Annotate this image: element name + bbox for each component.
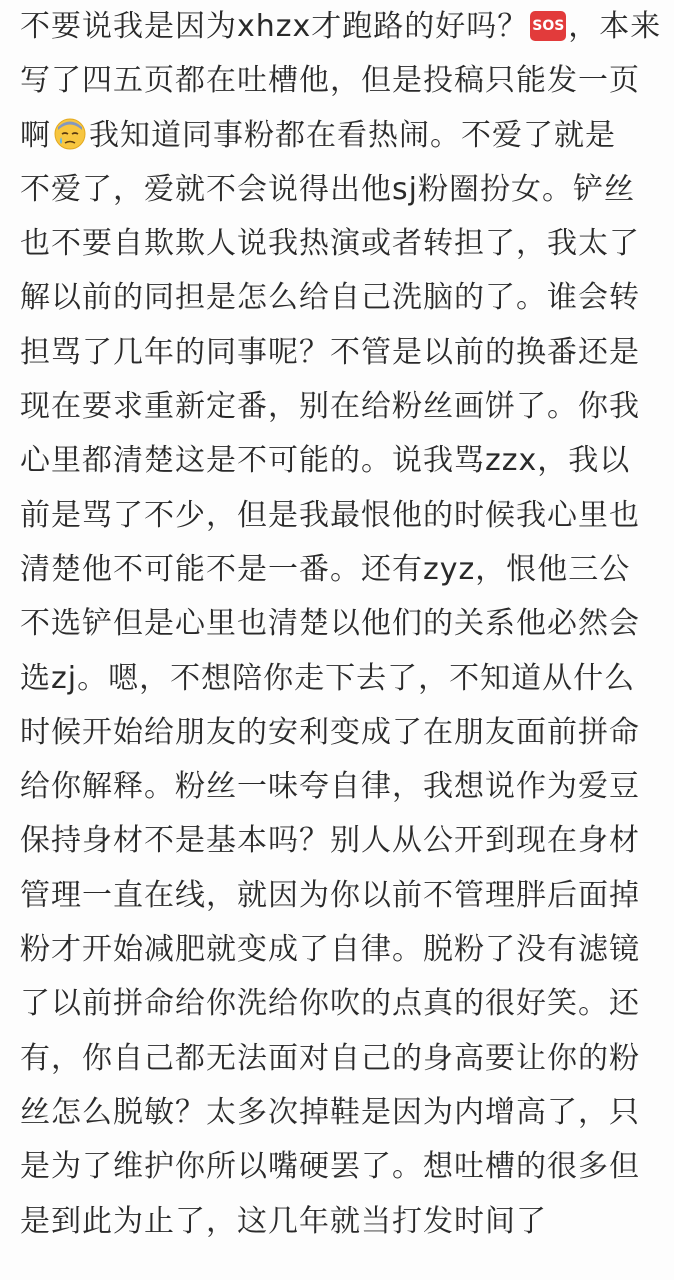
text-line-partial: 是到此为止了，这几年就当打发时间了 [20, 1203, 547, 1239]
text-line: 管理一直在线，就因为你以前不管理胖后面掉 [20, 877, 640, 913]
text-line: 心里都清楚这是不可能的。说我骂zzx，我以 [20, 443, 631, 479]
note-text-block [20, 6, 660, 1241]
text-segment: 不要说我是因为xhzx才跑路的好吗？ [20, 9, 529, 44]
text-line: 清楚他不可能不是一番。还有zyz，恨他三公 [20, 551, 631, 587]
text-line: 时候开始给朋友的安利变成了在朋友面前拼命 [20, 714, 640, 750]
text-line: 选zj。嗯，不想陪你走下去了，不知道从什么 [20, 660, 636, 696]
text-line [20, 6, 660, 60]
text-line: 不选铲但是心里也清楚以他们的关系他必然会 [20, 606, 640, 642]
text-line: 给你解释。粉丝一味夸自律，我想说作为爱豆 [20, 769, 640, 805]
text-line: 丝怎么脱敏？太多次掉鞋是因为内增高了，只 [20, 1094, 640, 1130]
text-line: 保持身材不是基本吗？别人从公开到现在身材 [20, 823, 640, 859]
text-line: 解以前的同担是怎么给自己洗脑的了。谁会转 [20, 280, 640, 316]
text-line: 现在要求重新定番，别在给粉丝画饼了。你我 [20, 389, 640, 425]
sweat-face-emoji-icon [53, 117, 87, 151]
text-line: 粉才开始减肥就变成了自律。脱粉了没有滤镜 [20, 932, 640, 968]
text-segment: 啊 [20, 117, 51, 153]
text-line: 写了四五页都在吐槽他，但是投稿只能发一页 [20, 63, 640, 99]
text-line: 有，你自己都无法面对自己的身高要让你的粉 [20, 1040, 640, 1076]
text-line: 也不要自欺欺人说我热演或者转担了，我太了 [20, 226, 640, 262]
text-line [20, 115, 660, 169]
text-segment: ，本来 [568, 9, 662, 44]
text-line: 前是骂了不少，但是我最恨他的时候我心里也 [20, 497, 640, 533]
text-segment: 我知道同事粉都在看热闹。不爱了就是 [89, 117, 616, 153]
text-line: 是为了维护你所以嘴硬罢了。想吐槽的很多但 [20, 1149, 640, 1185]
text-line: 担骂了几年的同事呢？不管是以前的换番还是 [20, 334, 640, 370]
sos-emoji-icon: SOS [530, 11, 566, 41]
text-line: 了以前拼命给你洗给你吹的点真的很好笑。还 [20, 986, 640, 1022]
text-line: 不爱了，爱就不会说得出他sj粉圈扮女。铲丝 [20, 171, 635, 207]
